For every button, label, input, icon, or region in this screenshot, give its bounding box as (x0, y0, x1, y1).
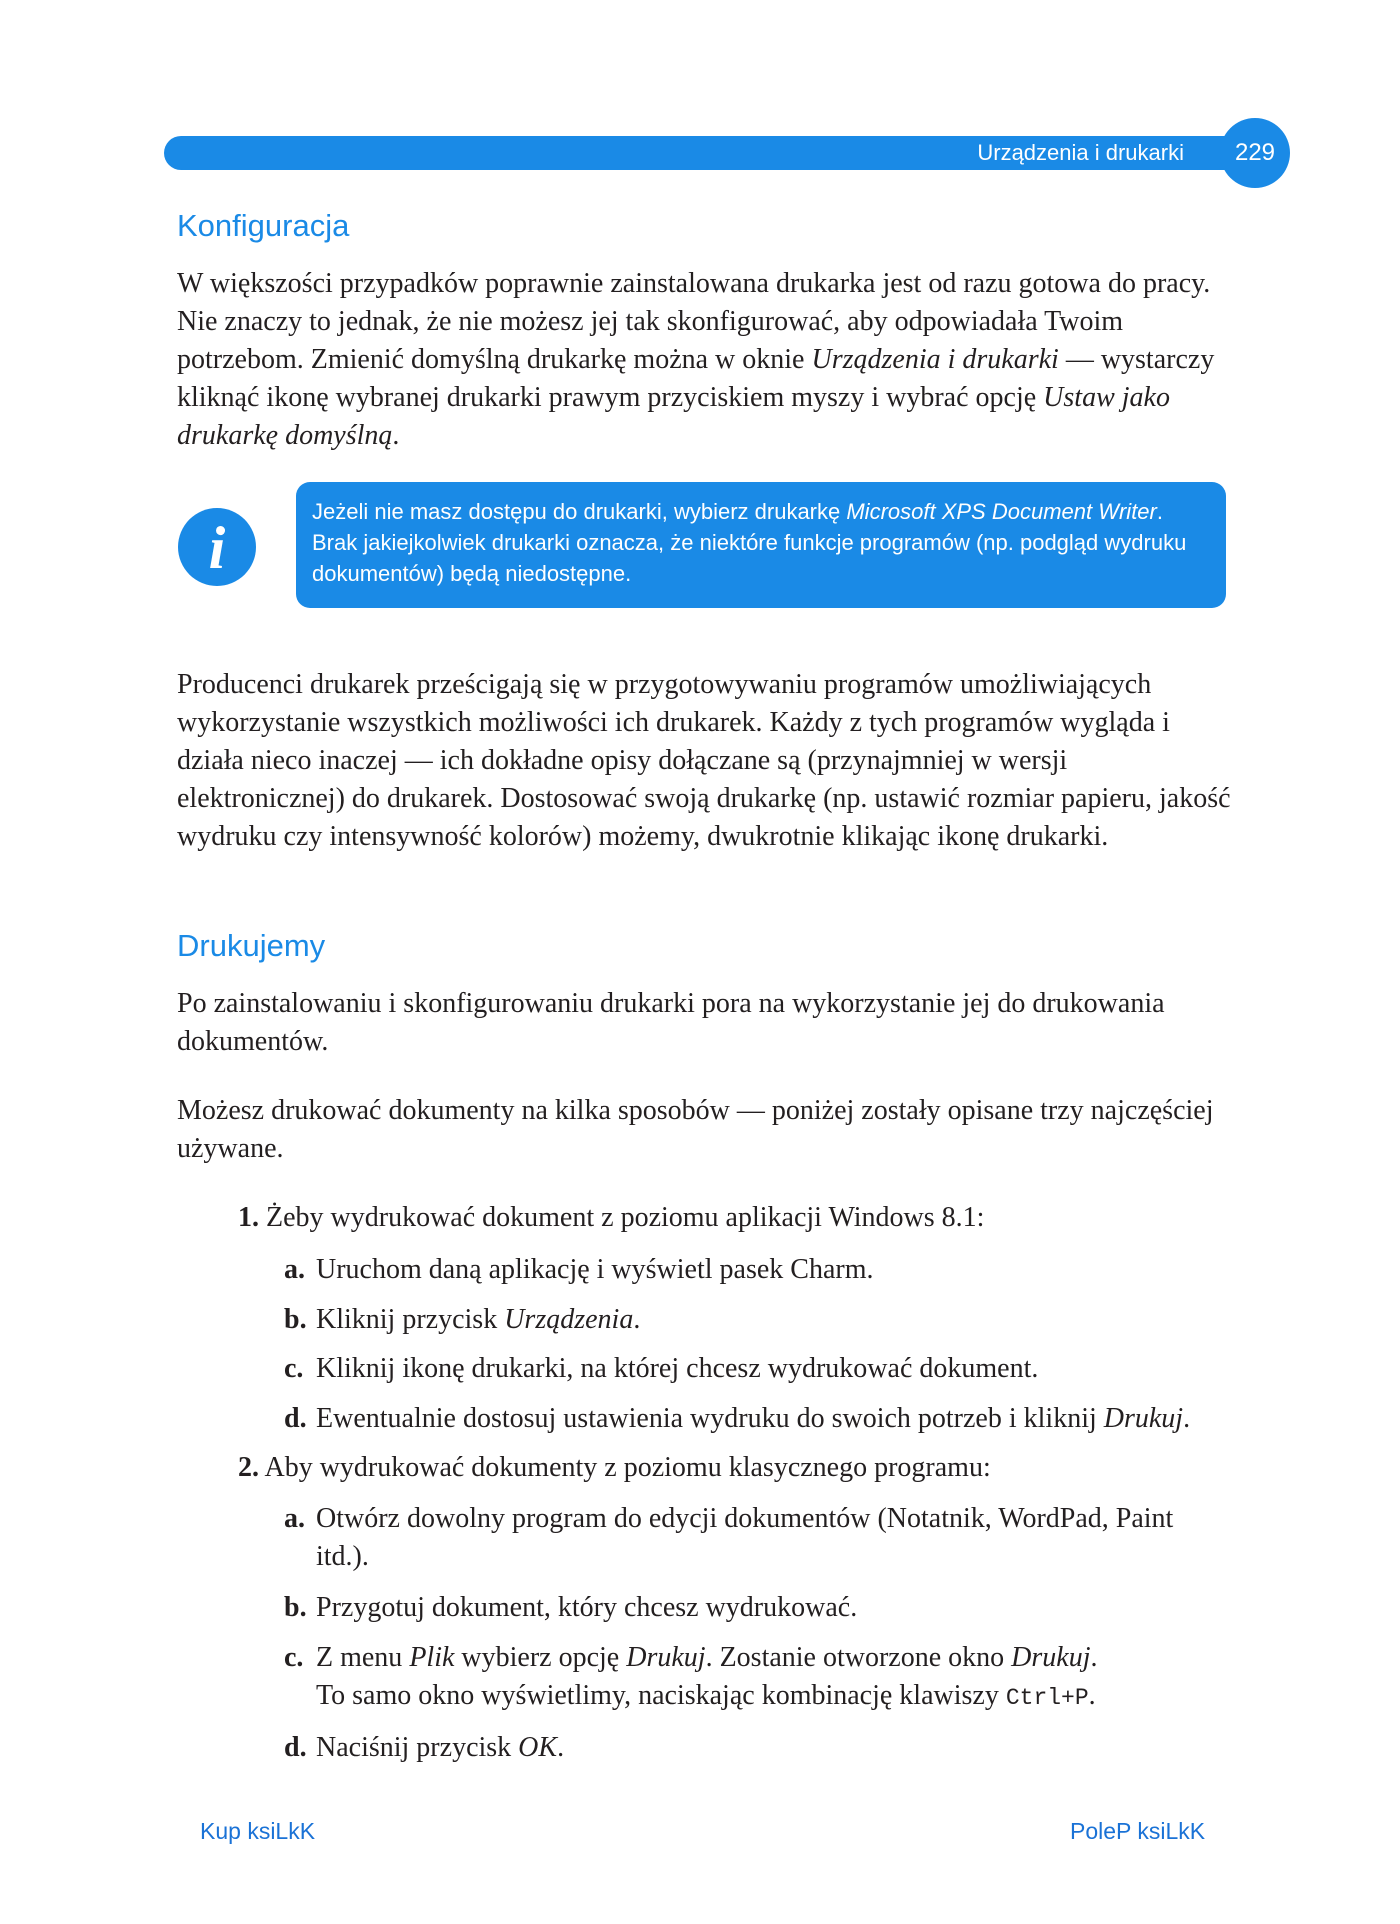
text-run: . (557, 1732, 565, 1763)
text-run: Ewentualnie dostosuj ustawienia wydruku do swoich potrzeb i kliknij (316, 1403, 1104, 1434)
list-letter: b. (284, 1592, 307, 1623)
text-run: . (1183, 1403, 1191, 1434)
text-run-italic: Microsoft XPS Document Writer (846, 499, 1157, 524)
list-item-text: Żeby wydrukować dokument z poziomu aplikacji Windows 8.1: (266, 1202, 985, 1233)
text-run-italic: Drukuj (1011, 1642, 1091, 1673)
info-note-box (296, 482, 1226, 608)
text-run-italic: Urządzenia i drukarki (811, 344, 1059, 375)
page-number: 229 (1220, 118, 1290, 188)
text-run: wybierz opcję (454, 1642, 627, 1673)
text-run: W większości przypadków poprawnie zainstalowana drukarka jest od razu gotowa do pracy. Nie znaczy to jednak, że nie możesz jej tak skonfigurować, aby odpowiadała Twoim potrzebom. Zmienić domyślną drukarkę można w oknie (177, 268, 1211, 375)
text-run-italic: Plik (409, 1642, 455, 1673)
text-run: Naciśnij przycisk (316, 1732, 519, 1763)
list-item-1 (238, 1199, 984, 1237)
text-run-italic: Drukuj (1103, 1403, 1184, 1434)
keyboard-shortcut: Ctrl+P (1005, 1685, 1089, 1711)
list-item-text: Aby wydrukować dokumenty z poziomu klasycznego programu: (264, 1452, 991, 1483)
list-subitem-text: Otwórz dowolny program do edycji dokumentów (Notatnik, WordPad, Paint itd.). (316, 1503, 1174, 1572)
text-run: . (1088, 1680, 1096, 1711)
list-letter: a. (284, 1254, 305, 1285)
text-run-italic: Drukuj (626, 1642, 706, 1673)
section-heading-drukujemy: Drukujemy (177, 928, 326, 963)
text-run: . (633, 1304, 641, 1335)
running-header-bar (164, 136, 1284, 170)
running-header-section: Urządzenia i drukarki (977, 140, 1184, 165)
list-subitem-text (316, 1400, 1296, 1438)
list-subitem-text: Kliknij ikonę drukarki, na której chcesz wydrukować dokument. (316, 1353, 1039, 1384)
paragraph-drukujemy-1: Po zainstalowaniu i skonfigurowaniu drukarki pora na wykorzystanie jej do drukowania dokumentów. (177, 988, 1165, 1057)
list-letter: c. (284, 1353, 304, 1384)
list-subitem-text: Uruchom daną aplikację i wyświetl pasek Charm. (316, 1254, 874, 1285)
recommend-book-link[interactable]: PoleP ksiLkK (1070, 1818, 1206, 1844)
text-run: . Brak jakiejkolwiek drukarki oznacza, że niektóre funkcje programów (np. podgląd wydruku dokumentów) będą niedostępne. (312, 499, 1187, 586)
paragraph-drukujemy-2: Możesz drukować dokumenty na kilka sposobów — poniżej zostały opisane trzy najczęściej używane. (177, 1095, 1214, 1164)
list-subitem-text (316, 1729, 1276, 1767)
info-icon: i (178, 508, 256, 586)
text-run: Jeżeli nie masz dostępu do drukarki, wybierz drukarkę (312, 499, 847, 524)
text-run-italic: Urządzenia (504, 1304, 634, 1335)
buy-book-link[interactable]: Kup ksiLkK (200, 1818, 316, 1844)
text-run-italic: Ustaw jako drukarkę domyślną (177, 382, 1170, 451)
list-letter: c. (284, 1642, 304, 1673)
text-run: Kliknij przycisk (316, 1304, 505, 1335)
paragraph-konfiguracja-2: Producenci drukarek prześcigają się w przygotowywaniu programów umożliwiających wykorzystanie wszystkich możliwości ich drukarek. Każdy z tych programów wygląda i działa nieco inaczej — ich dokładne opisy dołączane są (przynajmniej w wersji elektronicznej) do drukarek. Dostosować swoją drukarkę (np. ustawić rozmiar papieru, jakość wydruku czy intensywność kolorów) możemy, dwukrotnie klikając ikonę drukarki. (177, 669, 1231, 852)
list-item-2 (238, 1449, 991, 1487)
text-run: — wystarczy kliknąć ikonę wybranej drukarki prawym przyciskiem myszy i wybrać opcję (177, 344, 1215, 413)
text-run: To samo okno wyświetlimy, naciskając kombinację klawiszy (316, 1680, 1006, 1711)
paragraph-konfiguracja-1 (177, 265, 1237, 455)
list-subitem-text: Przygotuj dokument, który chcesz wydrukować. (316, 1592, 858, 1623)
text-run: . (392, 420, 400, 451)
list-number: 2. (238, 1452, 259, 1483)
list-letter: a. (284, 1503, 305, 1534)
text-run: . (1090, 1642, 1098, 1673)
section-heading-konfiguracja: Konfiguracja (177, 208, 350, 243)
list-subitem-text (316, 1639, 1276, 1717)
text-run-italic: OK (518, 1732, 558, 1763)
text-run: Z menu (316, 1642, 410, 1673)
text-run: . Zostanie otworzone okno (705, 1642, 1012, 1673)
list-letter: b. (284, 1304, 307, 1335)
list-letter: d. (284, 1732, 307, 1763)
list-number: 1. (238, 1202, 259, 1233)
list-subitem-text (316, 1301, 1276, 1339)
list-letter: d. (284, 1403, 307, 1434)
